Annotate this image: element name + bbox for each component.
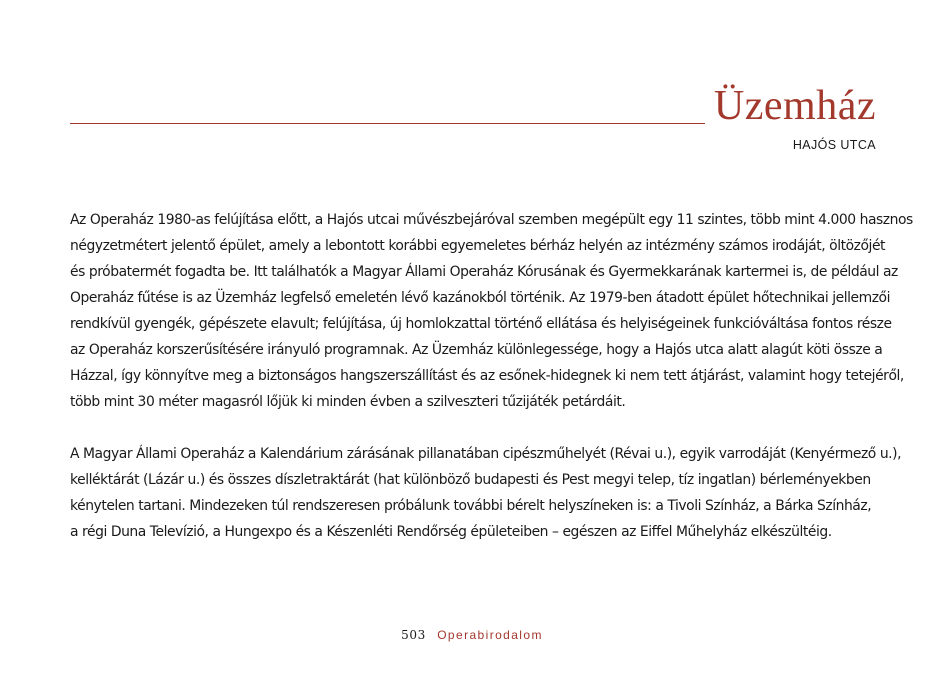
text-line: Házzal, így könnyítve meg a biztonságos hangszerszállítást és az esőnek-hidegnek ki nem tett átjárást, valamint hogy tetejéről, [70,368,904,384]
paragraph-spacer [70,415,880,441]
text-line: és próbatermét fogadta be. Itt találhatók a Magyar Állami Operaház Kórusának és Gyermekkarának kartermei is, de például az [70,264,898,280]
body-text [70,207,913,545]
text-line: Az Operaház 1980-as felújítása előtt, a Hajós utcai művészbejáróval szemben megépült egy 11 szintes, több mint 4.000 hasznos [70,212,913,228]
text-line: A Magyar Állami Operaház a Kalendárium zárásának pillanatában cipészműhelyét (Révai u.), egyik varrodáját (Kenyérmező u.), [70,446,902,462]
page-number: 503 [401,628,426,642]
paragraph-2 [70,441,902,545]
text-line: Operaház fűtése is az Üzemház legfelső emeletén lévő kazánokból történik. Az 1979-ben átadott épület hőtechnikai jellemzői [70,290,891,306]
text-line: kelléktárát (Lázár u.) és összes díszletraktárát (hat különböző budapesti és Pest megyi telep, tíz ingatlan) bérleményekben [70,472,871,488]
text-line: kénytelen tartani. Mindezeken túl rendszeresen próbálunk további bérelt helyszíneken is: a Tivoli Színház, a Bárka Színház, [70,498,872,514]
text-line: négyzetmétert jelentő épület, amely a lebontott korábbi egyemeletes bérház helyén az intézmény számos irodáját, öltözőjét [70,238,886,254]
text-line: a régi Duna Televízió, a Hungexpo és a Készenléti Rendőrség épületeiben – egészen az Eiffel Műhelyház elkészültéig. [70,524,832,540]
text-line: rendkívül gyengék, gépészete elavult; felújítása, új homlokzattal történő ellátása és helyiségeinek funkcióváltása fontos része [70,316,892,332]
page-subtitle: HAJÓS UTCA [792,138,876,152]
paragraph-1 [70,207,913,415]
running-title: Operabirodalom [437,628,543,642]
text-line: az Operaház korszerűsítésére irányuló programnak. Az Üzemház különlegessége, hogy a Hajós utca alatt alagút köti össze a [70,342,883,358]
header-rule [70,123,705,124]
page-title: Üzemház [713,83,876,129]
text-line: több mint 30 méter magasról lőjük ki minden évben a szilveszteri tűzijáték petárdáit. [70,394,626,410]
page-footer [0,627,944,643]
